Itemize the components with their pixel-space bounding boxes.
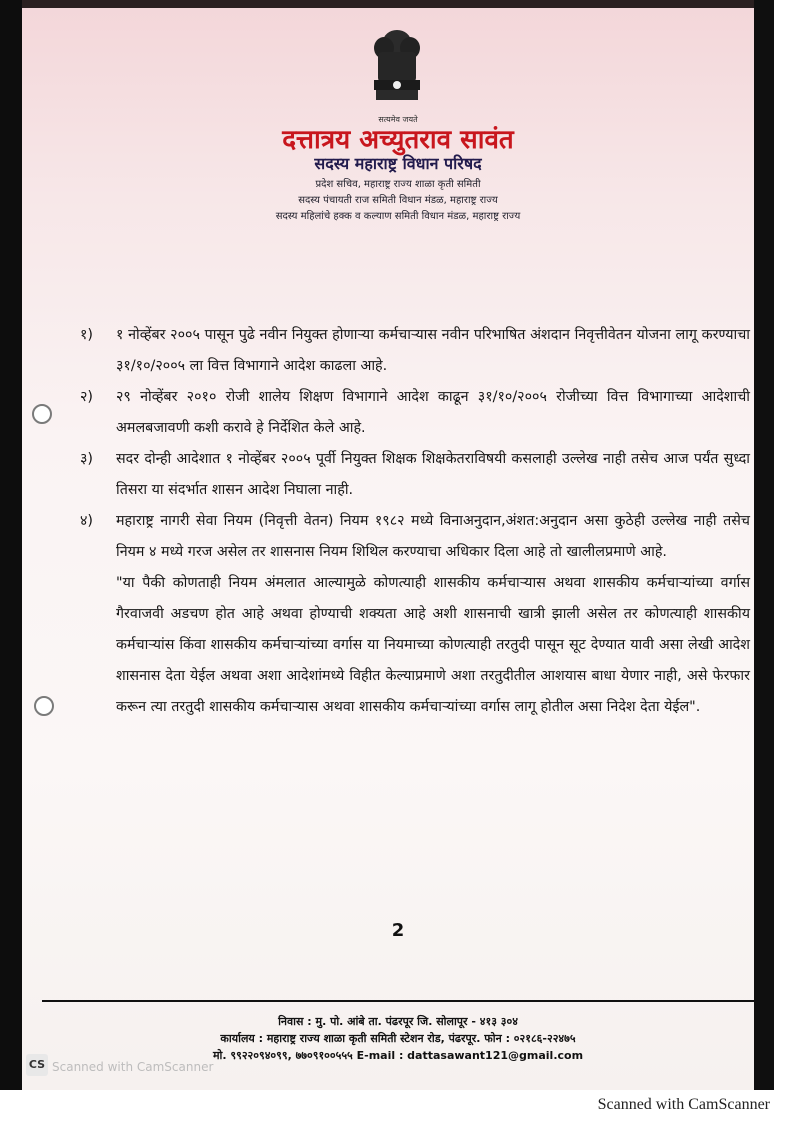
camscanner-watermark: Scanned with CamScanner: [597, 1096, 770, 1113]
paragraph-text: २९ नोव्हेंबर २०१० रोजी शालेय शिक्षण विभागाने आदेश काढून ३१/१०/२००५ रोजीच्या वित्त विभागाच्या आदेशाची अमलबजावणी कशी करावे हे निर्देशित केले आहे.: [116, 389, 750, 436]
letter-body: [80, 320, 750, 723]
paragraph-number: १): [80, 327, 94, 343]
page-number: 2: [391, 920, 405, 941]
scan-top-edge: [22, 0, 774, 8]
national-emblem-icon: [362, 22, 432, 118]
numbered-paragraph: [80, 320, 750, 382]
scanned-page: [22, 0, 774, 1090]
punch-hole: [34, 696, 54, 716]
camscanner-logo-icon: CS: [26, 1054, 48, 1076]
letterhead-name: दत्तात्रय अच्युतराव सावंत: [282, 125, 514, 155]
letterhead-line: सदस्य पंचायती राज समिती विधान मंडळ, महाराष्ट्र राज्य: [298, 195, 498, 206]
camscanner-faded-text: Scanned with CamScanner: [52, 1060, 214, 1074]
emblem-motto: सत्यमेव जयते: [378, 115, 418, 124]
footer-divider: [42, 1000, 754, 1002]
paragraph-number: ३): [80, 451, 94, 467]
punch-hole: [32, 404, 52, 424]
paragraph-number: २): [80, 389, 94, 405]
paragraph-number: ४): [80, 513, 94, 529]
footer-residence: निवास : मु. पो. आंबे ता. पंढरपूर जि. सोलापूर - ४१३ ३०४: [278, 1015, 518, 1028]
paragraph-text: महाराष्ट्र नागरी सेवा नियम (निवृत्ती वेतन) नियम १९८२ मध्ये विनाअनुदान,अंशत:अनुदान असा कुठेही उल्लेख नाही तसेच नियम ४ मध्ये गरज असेल तर शासनास नियम शिथिल करण्याचा अधिकार दिला आहे तो खालीलप्रमाणे आहे.: [116, 513, 750, 560]
paragraph-text: सदर दोन्ही आदेशात १ नोव्हेंबर २००५ पूर्वी नियुक्त शिक्षक शिक्षकेतराविषयी कसलाही उल्लेख नाही तसेच आज पर्यंत सुध्दा तिसरा या संदर्भात शासन आदेश निघाला नाही.: [116, 451, 750, 498]
letterhead-designation: सदस्य महाराष्ट्र विधान परिषद: [314, 154, 482, 173]
quoted-rule-text: "या पैकी कोणताही नियम अंमलात आल्यामुळे कोणत्याही शासकीय कर्मचाऱ्यास अथवा शासकीय कर्मचाऱ्यांच्या वर्गास गैरवाजवी अडचण होत आहे अथवा होण्याची शक्यता आहे अशी शासनाची खात्री झाली असेल तर कोणत्याही शासकीय कर्मचाऱ्यांस किंवा शासकीय कर्मचाऱ्यांच्या वर्गास या नियमाच्या कोणत्याही तरतुदी पासून सूट देण्यात यावी असा लेखी आदेश शासनास देता येईल अथवा अशा आदेशांमध्ये विहीत केल्याप्रमाणे अशा तरतुदीतील आशयास बाधा येणार नाही, असे फेरफार करून त्या तरतुदी शासकीय कर्मचाऱ्यास अथवा शासकीय कर्मचाऱ्यांच्या वर्गास लागू होतील असा निदेश देता येईल".: [116, 575, 750, 715]
scan-right-edge: [754, 0, 774, 1090]
footer-contact: मो. ९९२२०९४०९९, ७७०९१००५५५ E-mail : dattasawant121@gmail.com: [212, 1049, 584, 1062]
scan-left-edge: [0, 0, 22, 1090]
letterhead-line: प्रदेश सचिव, महाराष्ट्र राज्य शाळा कृती समिती: [315, 179, 481, 190]
numbered-paragraph: [80, 506, 750, 568]
letterhead-line: सदस्य महिलांचे हक्क व कल्याण समिती विधान मंडळ, महाराष्ट्र राज्य: [275, 211, 521, 222]
footer-office: कार्यालय : महाराष्ट्र राज्य शाळा कृती समिती स्टेशन रोड, पंढरपूर. फोन : ०२१८६-२२४७५: [220, 1032, 576, 1045]
numbered-paragraph: [80, 382, 750, 444]
numbered-paragraph: [80, 444, 750, 506]
paragraph-text: १ नोव्हेंबर २००५ पासून पुढे नवीन नियुक्त होणाऱ्या कर्मचाऱ्यास नवीन परिभाषित अंशदान निवृत्तीवेतन योजना लागू करण्याचा ३१/१०/२००५ ला वित्त विभागाने आदेश काढला आहे.: [116, 327, 750, 374]
